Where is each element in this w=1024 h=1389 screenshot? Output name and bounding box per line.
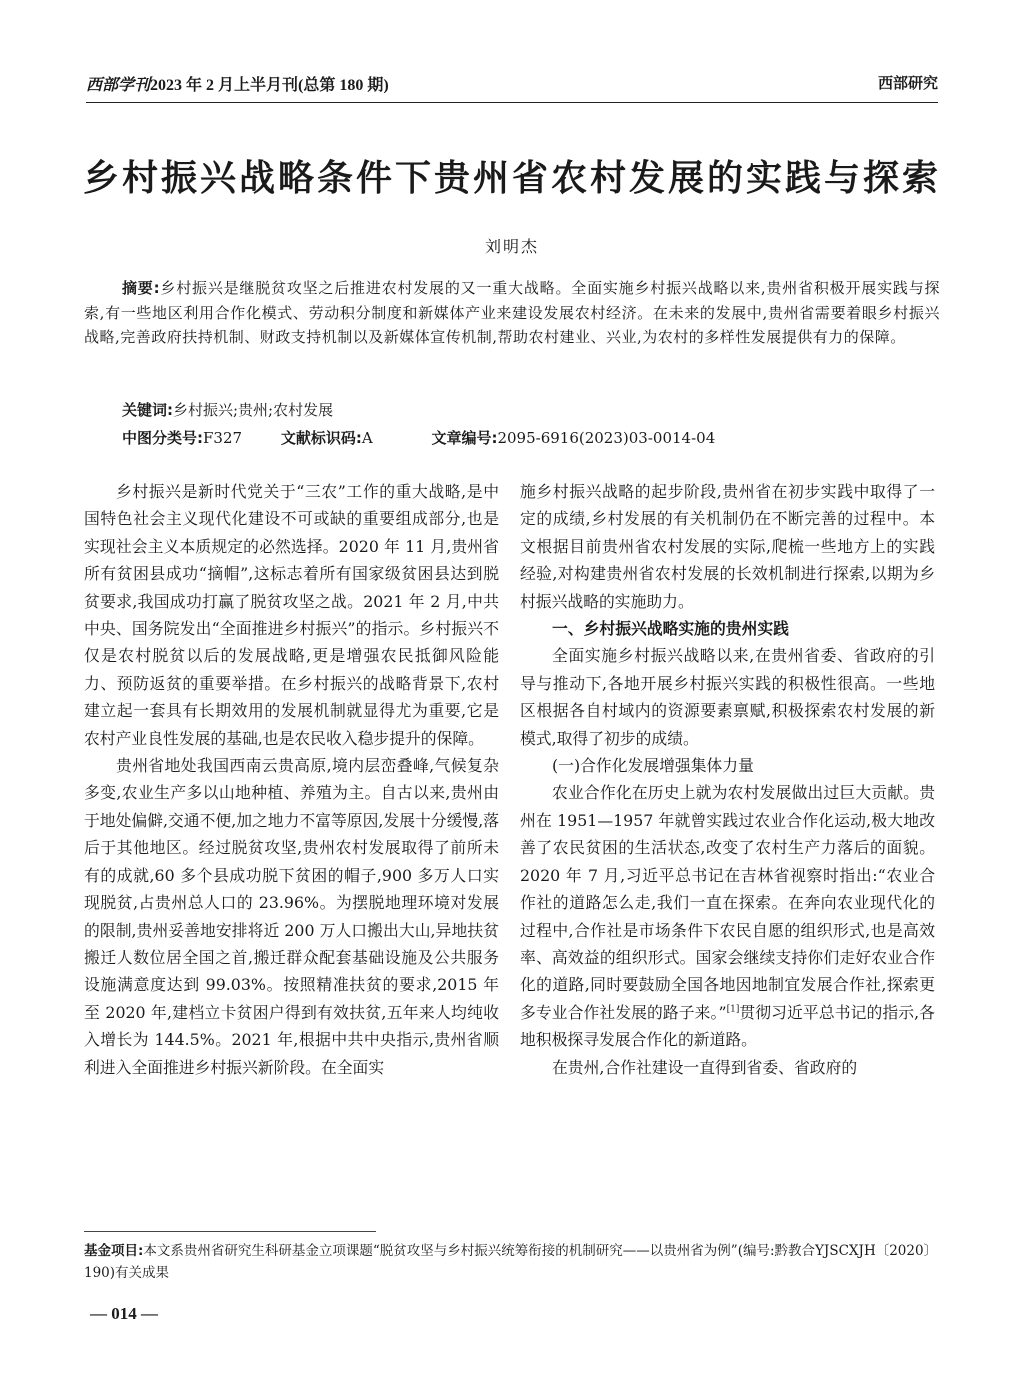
issue-info: 2023 年 2 月上半月刊(总第 180 期) bbox=[150, 77, 389, 94]
abstract-label: 摘要: bbox=[122, 279, 161, 297]
paragraph: 贵州省地处我国西南云贵高原,境内层峦叠峰,气候复杂多变,农业生产多以山地种植、养殖为主。自古以来,贵州由于地处偏僻,交通不便,加之地力不富等原因,发展十分缓慢,落后于其他地区。经过脱贫攻坚,贵州农村发展取得了前所未有的成就,60 多个县成功脱下贫困的帽子,900 多万人口实现脱贫,占贵州总人口的 23.96%。为摆脱地理环境对发展的限制,贵州妥善地安排将近 200 万人口搬出大山,异地扶贫搬迁人数位居全国之首,搬迁群众配套基础设施及公共服务设施满意度达到 99.03%。按照精准扶贫的要求,2015 年至 2020 年,建档立卡贫困户得到有效扶贫,五年来人均纯收入增长为 144.5%。2021 年,根据中共中央指示,贵州省顺利进入全面推进乡村振兴新阶段。在全面实 bbox=[84, 756, 500, 1077]
funding-label: 基金项目: bbox=[84, 1243, 144, 1259]
keywords-text: 乡村振兴;贵州;农村发展 bbox=[173, 401, 334, 419]
section-heading: 一、乡村振兴战略实施的贵州实践 bbox=[552, 619, 789, 639]
running-header bbox=[86, 66, 938, 106]
doc-code-label: 文献标识码: bbox=[280, 429, 362, 447]
citation-ref: [1] bbox=[726, 1004, 740, 1015]
article-id-label: 文章编号: bbox=[431, 429, 498, 447]
doc-code-value: A bbox=[361, 429, 373, 447]
article-id-value: 2095-6916(2023)03-0014-04 bbox=[497, 429, 716, 447]
classification-line bbox=[84, 426, 978, 451]
body-column-left bbox=[84, 478, 499, 1081]
journal-logo: 西部学刊 bbox=[86, 75, 151, 94]
paragraph: 乡村振兴是新时代党关于“三农”工作的重大战略,是中国特色社会主义现代化建设不可或缺的重要组成部分,也是实现社会主义本质规定的必然选择。2020 年 11 月,贵州省所有贫困县成功“摘帽”,这标志着所有国家级贫困县达到脱贫要求,我国成功打赢了脱贫攻坚之战。2021 年 2 月,中共中央、国务院发出“全面推进乡村振兴”的指示。乡村振兴不仅是农村脱贫以后的发展战略,更是增强农民抵御风险能力、预防返贫的重要举措。在乡村振兴的战略背景下,农村建立起一套具有长期效用的发展机制就显得尤为重要,它是农村产业良性发展的基础,也是农民收入稳步提升的保障。 bbox=[84, 482, 499, 748]
funding-footnote bbox=[84, 1240, 940, 1284]
clc-label: 中图分类号: bbox=[122, 429, 203, 447]
paragraph-text: 农业合作化在历史上就为农村发展做出过巨大贡献。贵州在 1951—1957 年就曾实践过农业合作化运动,极大地改善了农民贫困的生活状态,改变了农村生产力落后的面貌。2020 年 7 月,习近平总书记在吉林省视察时指出:“农业合作社的道路怎么走,我们一直在探索。在奔向农业现代化的过程中,合作社是市场条件下农民自愿的组织形式,也是高效率、高效益的组织形式。国家会继续支持你们走好农业合作化的道路,同时要鼓励全国各地因地制宜发展合作社,探索更多专业合作社发展的路子来。” bbox=[520, 783, 935, 1022]
footnote-rule bbox=[84, 1231, 376, 1232]
paragraph-text: 贯彻习近平总书记的指示,各地积极探寻发展合作化的新道路。 bbox=[520, 1002, 935, 1050]
keywords bbox=[84, 398, 978, 423]
abstract bbox=[84, 276, 940, 350]
page-number: — 014 — bbox=[90, 1304, 158, 1323]
clc-value: F327 bbox=[203, 429, 243, 447]
funding-text: 本文系贵州省研究生科研基金立项课题“脱贫攻坚与乡村振兴统筹衔接的机制研究——以贵州省为例”(编号:黔教合YJSCXJH〔2020〕190)有关成果 bbox=[84, 1243, 938, 1281]
column-name: 西部研究 bbox=[877, 74, 938, 92]
article-author: 刘明杰 bbox=[484, 237, 539, 256]
paragraph bbox=[520, 779, 935, 1053]
paragraph: 全面实施乡村振兴战略以来,在贵州省委、省政府的引导与推动下,各地开展乡村振兴实践的积极性很高。一些地区根据各自村域内的资源要素禀赋,积极探索农村发展的新模式,取得了初步的成绩。 bbox=[520, 646, 935, 748]
body-column-right bbox=[520, 478, 935, 1081]
article-title: 乡村振兴战略条件下贵州省农村发展的实践与探索 bbox=[82, 157, 941, 199]
abstract-text: 乡村振兴是继脱贫攻坚之后推进农村发展的又一重大战略。全面实施乡村振兴战略以来,贵州省积极开展实践与探索,有一些地区利用合作化模式、劳动积分制度和新媒体产业来建设发展农村经济。在未来的发展中,贵州省需要着眼乡村振兴战略,完善政府扶持机制、财政支持机制以及新媒体宣传机制,帮助农村建业、兴业,为农村的多样性发展提供有力的保障。 bbox=[84, 279, 940, 346]
journal-issue-line bbox=[86, 72, 389, 95]
paragraph-continued: 施乡村振兴战略的起步阶段,贵州省在初步实践中取得了一定的成绩,乡村发展的有关机制仍在不断完善的过程中。本文根据目前贵州省农村发展的实际,爬梳一些地方上的实践经验,对构建贵州省农村发展的长效机制进行探索,以期为乡村振兴战略的实施助力。 bbox=[520, 482, 935, 611]
subsection-heading: (一)合作化发展增强集体力量 bbox=[552, 756, 754, 776]
keywords-label: 关键词: bbox=[122, 401, 173, 419]
paragraph: 在贵州,合作社建设一直得到省委、省政府的 bbox=[552, 1057, 858, 1077]
header-rule bbox=[86, 102, 938, 103]
